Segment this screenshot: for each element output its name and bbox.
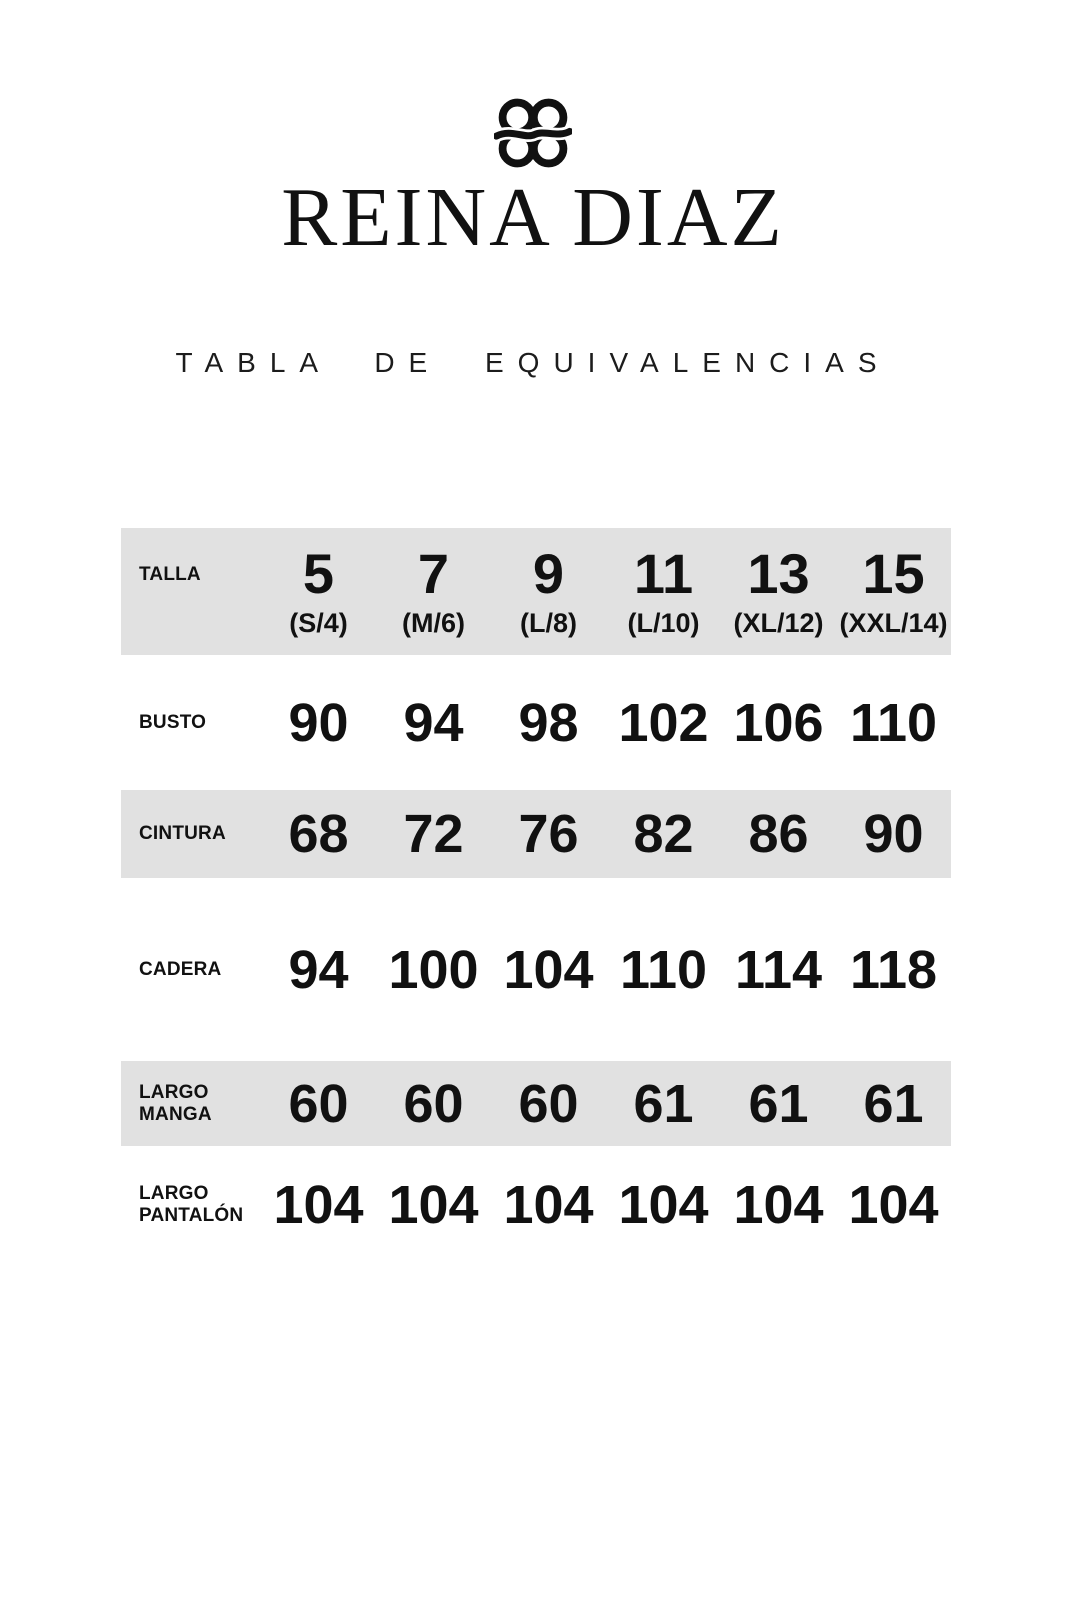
table-row-cadera [121, 878, 951, 1061]
measurement-value: 90 [288, 692, 349, 753]
row-label: CINTURA [139, 823, 226, 845]
measurement-value: 61 [633, 1073, 694, 1134]
brand-logo [494, 97, 572, 169]
size-column-header [491, 528, 606, 638]
row-label: CADERA [139, 958, 222, 980]
table-row-cintura [121, 790, 951, 878]
row-label: LARGO PANTALÓN [139, 1183, 244, 1226]
measurement-value: 118 [849, 939, 938, 1000]
measurement-value: 104 [733, 1175, 824, 1235]
measurement-value: 104 [388, 1175, 479, 1235]
size-number: 13 [747, 542, 810, 605]
size-number: 7 [417, 542, 450, 605]
knot-icon [494, 97, 572, 169]
table-row-largo-manga [121, 1061, 951, 1146]
measurement-value: 61 [863, 1073, 924, 1134]
page-subtitle: TABLA DE EQUIVALENCIAS [175, 347, 891, 378]
table-row-largo-pantalon [121, 1146, 951, 1264]
size-number: 15 [862, 542, 925, 605]
equivalence-table [121, 528, 951, 1264]
header-label: TALLA [139, 564, 201, 585]
measurement-value: 114 [734, 939, 823, 1000]
size-column-header [376, 528, 491, 638]
measurement-value: 60 [518, 1073, 579, 1134]
measurement-value: 104 [618, 1175, 709, 1235]
size-column-header [721, 528, 836, 638]
brand-name: REINA DIAZ [281, 171, 785, 264]
size-equivalent: (M/6) [402, 608, 465, 638]
measurement-value: 86 [748, 804, 809, 864]
measurement-value: 110 [849, 692, 938, 753]
size-number: 11 [633, 542, 694, 605]
measurement-value: 68 [288, 804, 349, 864]
size-column-header [606, 528, 721, 638]
measurement-value: 104 [503, 1175, 594, 1235]
measurement-value: 106 [733, 692, 824, 753]
size-equivalent: (L/10) [627, 608, 700, 638]
table-row-busto [121, 655, 951, 790]
size-equivalent: (XXL/14) [839, 608, 948, 638]
size-number: 5 [302, 542, 335, 605]
measurement-value: 72 [403, 804, 464, 864]
size-column-header [261, 528, 376, 638]
measurement-value: 104 [273, 1175, 364, 1235]
measurement-value: 76 [518, 804, 579, 864]
measurement-value: 100 [388, 939, 479, 1000]
size-number: 9 [532, 542, 565, 605]
measurement-value: 60 [288, 1073, 349, 1134]
size-equivalent: (S/4) [289, 608, 348, 638]
measurement-value: 104 [848, 1175, 939, 1235]
size-equivalent: (XL/12) [733, 608, 824, 638]
measurement-value: 90 [863, 804, 924, 864]
measurement-value: 61 [748, 1073, 809, 1134]
measurement-value: 94 [403, 692, 464, 753]
size-column-header [836, 528, 951, 638]
measurement-value: 82 [633, 804, 694, 864]
measurement-value: 98 [518, 692, 579, 753]
measurement-value: 94 [288, 939, 349, 1000]
measurement-value: 104 [503, 939, 594, 1000]
table-header-row [121, 528, 951, 655]
row-label: BUSTO [139, 711, 207, 733]
measurement-value: 110 [619, 939, 708, 1000]
measurement-value: 60 [403, 1073, 464, 1134]
row-label: LARGO MANGA [139, 1081, 212, 1125]
size-equivalent: (L/8) [520, 608, 577, 638]
measurement-value: 102 [618, 692, 709, 753]
